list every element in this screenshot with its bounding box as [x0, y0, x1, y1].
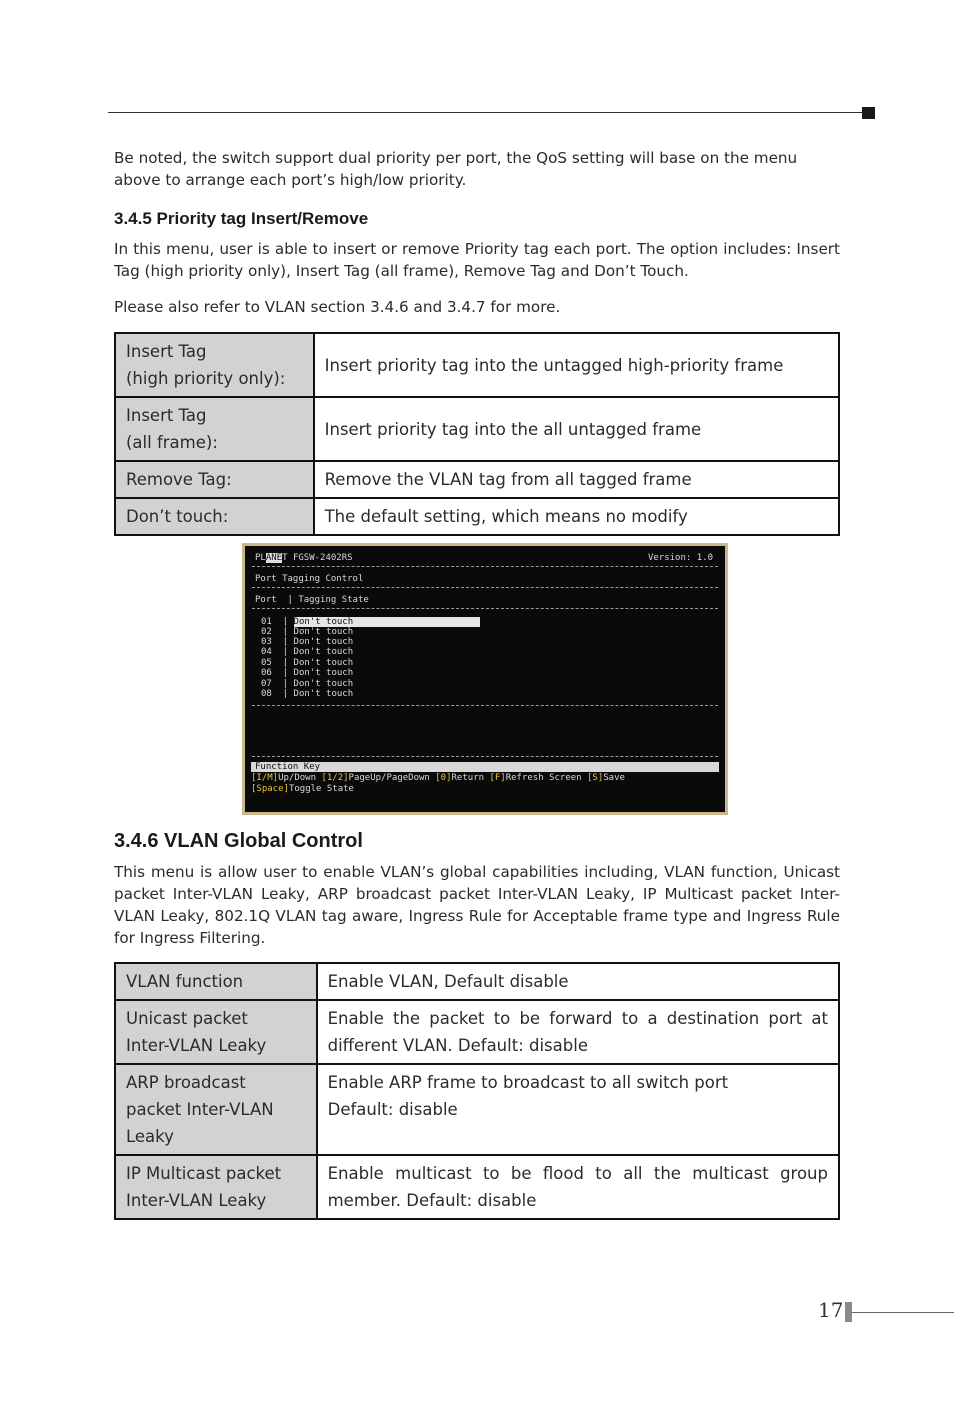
terminal-port-row[interactable]: 04 | Don't touch — [261, 647, 354, 657]
table-key-line: (high priority only): — [126, 369, 286, 388]
section-346-paragraph: This menu is allow user to enable VLAN’s global capabilities including, VLAN function, Unicast packet Inter-VLAN Leaky, ARP broadcast packet Inter-VLAN Leaky, IP Multicast packet Inter-VLAN Leaky, 802.1Q VLAN tag aware, Ingress Rule for Acceptable frame type and Ingress Rule for Ingress Filtering. — [114, 863, 840, 947]
terminal-divider — [252, 705, 718, 706]
table-row — [115, 333, 839, 397]
terminal-port-row[interactable]: 03 | Don't touch — [261, 637, 354, 647]
table-row — [115, 1155, 839, 1219]
table-value-cell: Enable the packet to be forward to a destination port at different VLAN. Default: disable — [317, 1000, 839, 1064]
terminal-divider — [252, 608, 718, 609]
table-key-line: Leaky — [126, 1127, 174, 1146]
intro-paragraph: Be noted, the switch support dual priority per port, the QoS setting will base on the menu above to arrange each port’s high/low priority. — [114, 149, 798, 189]
page-number: 17 — [818, 1298, 844, 1322]
table-value-cell: Insert priority tag into the untagged high-priority frame — [314, 333, 839, 397]
table-key-line: Inter-VLAN Leaky — [126, 1191, 267, 1210]
terminal-divider — [252, 587, 718, 588]
table-key-line: (all frame): — [126, 433, 218, 452]
terminal-menu-title: Port Tagging Control — [255, 574, 364, 584]
function-key-bar: Function Key — [251, 762, 719, 772]
function-key-line-1: [I/M]Up/Down [1/2]PageUp/PageDown [0]Return [F]Refresh Screen [S]Save — [251, 773, 625, 783]
terminal-divider — [252, 756, 718, 757]
table-key-line: Insert Tag — [126, 342, 207, 361]
table-value-cell: Remove the VLAN tag from all tagged frame — [314, 461, 839, 498]
terminal-port-row[interactable]: 06 | Don't touch — [261, 668, 354, 678]
table-row — [115, 498, 839, 535]
table-value-line: Enable ARP frame to broadcast to all switch port — [327, 1073, 729, 1092]
table-row — [115, 461, 839, 498]
section-345-reference: Please also refer to VLAN section 3.4.6 and 3.4.7 for more. — [114, 298, 561, 316]
table-row — [115, 397, 839, 461]
vlan-global-table — [114, 962, 840, 1220]
table-value-cell: The default setting, which means no modify — [314, 498, 839, 535]
table-key-cell: Don’t touch: — [115, 498, 314, 535]
terminal-port-row[interactable]: 08 | Don't touch — [261, 689, 354, 699]
table-key-cell — [115, 1155, 317, 1219]
brand-logo: ANE — [265, 553, 283, 563]
terminal-port-row[interactable]: 01 | Don't touch — [261, 617, 480, 627]
tagging-state[interactable]: Don't touch — [293, 658, 354, 668]
section-345-paragraph: In this menu, user is able to insert or remove Priority tag each port. The option includes: Insert Tag (high priority only), Insert Tag (all frame), Remove Tag and Don’t Touch. — [114, 240, 840, 280]
terminal-port-row[interactable]: 02 | Don't touch — [261, 627, 354, 637]
table-key-cell — [115, 1000, 317, 1064]
section-345-heading: 3.4.5 Priority tag Insert/Remove — [114, 209, 369, 228]
table-row — [115, 1000, 839, 1064]
priority-tag-table — [114, 332, 840, 536]
table-value-cell: Enable multicast to be flood to all the multicast group member. Default: disable — [317, 1155, 839, 1219]
table-key-cell — [115, 1064, 317, 1155]
table-key-line: Inter-VLAN Leaky — [126, 1036, 267, 1055]
table-key-cell: VLAN function — [115, 963, 317, 1000]
terminal-port-row[interactable]: 05 | Don't touch — [261, 658, 354, 668]
tagging-state[interactable]: Don't touch — [293, 637, 354, 647]
header-square-marker — [862, 107, 875, 119]
header-rule — [108, 112, 864, 113]
table-row — [115, 963, 839, 1000]
footer-rule — [852, 1312, 954, 1313]
tagging-state[interactable]: Don't touch — [293, 647, 354, 657]
tagging-state-selected[interactable]: Don't touch — [294, 617, 480, 627]
table-row — [115, 1064, 839, 1155]
tagging-state[interactable]: Don't touch — [293, 689, 354, 699]
tagging-state[interactable]: Don't touch — [293, 679, 354, 689]
table-key-cell: Remove Tag: — [115, 461, 314, 498]
table-key-line: IP Multicast packet — [126, 1164, 282, 1183]
table-key-line: packet Inter-VLAN — [126, 1100, 274, 1119]
table-key-line: Insert Tag — [126, 406, 207, 425]
table-key-line: ARP broadcast — [126, 1073, 246, 1092]
page-number-tab — [845, 1302, 852, 1322]
tagging-state[interactable]: Don't touch — [293, 627, 354, 637]
terminal-version: Version: 1.0 — [647, 553, 713, 563]
terminal-brand: PLANET FGSW-2402RS — [255, 553, 353, 563]
table-key-line: Unicast packet — [126, 1009, 248, 1028]
table-value-cell: Insert priority tag into the all untagged frame — [314, 397, 839, 461]
terminal-screenshot — [242, 543, 728, 815]
table-key-cell — [115, 397, 314, 461]
table-key-cell — [115, 333, 314, 397]
table-value-cell: Enable VLAN, Default disable — [317, 963, 839, 1000]
table-value-cell — [317, 1064, 839, 1155]
section-346-heading: 3.4.6 VLAN Global Control — [114, 830, 363, 852]
function-key-line-2: [Space]Toggle State — [251, 784, 354, 794]
table-value-line: Default: disable — [327, 1100, 458, 1119]
terminal-port-row[interactable]: 07 | Don't touch — [261, 679, 354, 689]
terminal-divider — [252, 566, 718, 567]
terminal-column-header: Port | Tagging State — [255, 595, 369, 605]
tagging-state[interactable]: Don't touch — [293, 668, 354, 678]
